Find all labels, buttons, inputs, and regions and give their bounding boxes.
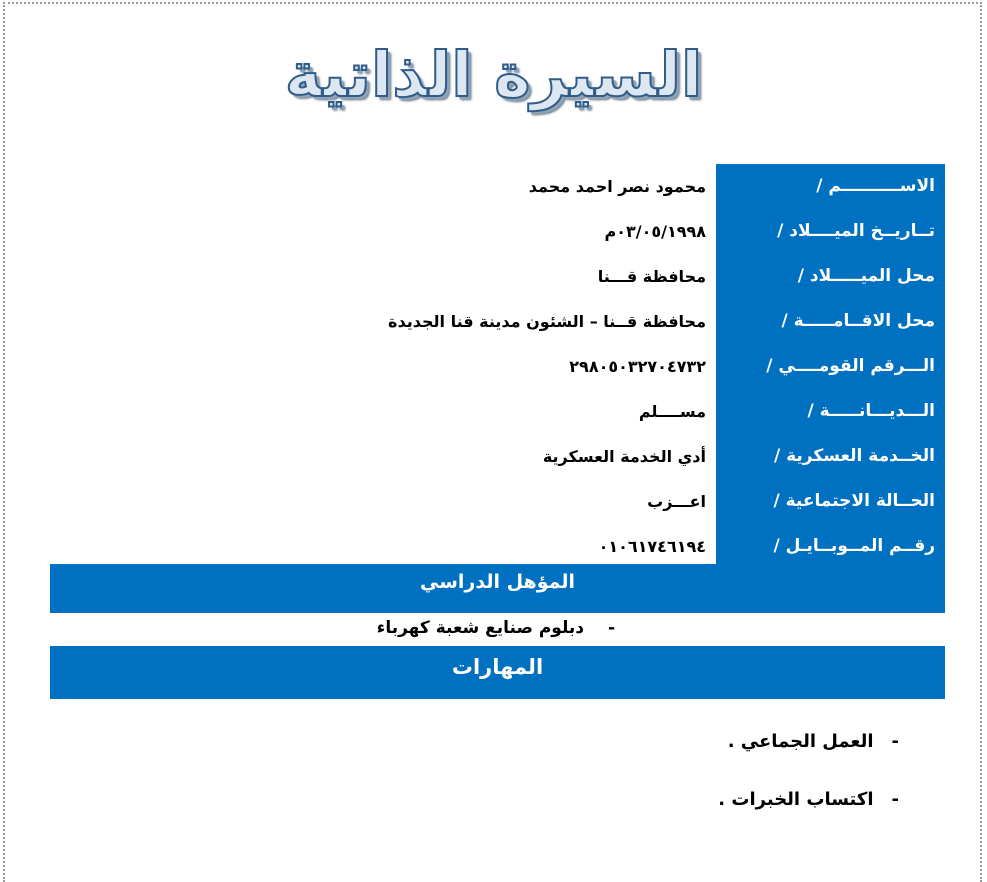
education-heading: المؤهل الدراسي bbox=[50, 564, 945, 613]
info-value: محافظة قـــنا bbox=[597, 267, 706, 286]
skill-item bbox=[718, 789, 899, 810]
info-value: محافظة قــنا – الشئون مدينة قنا الجديدة bbox=[388, 312, 706, 331]
info-label: الحــالة الاجتماعية / bbox=[716, 479, 945, 524]
education-item-text: دبلوم صنايع شعبة كهرباء bbox=[376, 618, 585, 638]
info-label: الـــرقم القومــــي / bbox=[716, 344, 945, 389]
personal-info-table bbox=[50, 164, 945, 564]
info-value: مســــلم bbox=[638, 402, 706, 421]
skills-heading: المهارات bbox=[50, 646, 945, 699]
info-label: تــاريــخ الميــــلاد / bbox=[716, 209, 945, 254]
info-label: رقــم المــوبــايـل / bbox=[716, 524, 945, 569]
info-row-religion bbox=[50, 389, 945, 434]
info-row-mobile bbox=[50, 524, 945, 569]
info-value: أدي الخدمة العسكرية bbox=[542, 447, 706, 466]
info-row-national-id bbox=[50, 344, 945, 389]
skill-item-text: اكتساب الخبرات . bbox=[718, 789, 874, 810]
info-value: ٠١٠٦١٧٤٦١٩٤ bbox=[598, 537, 706, 556]
info-label: محل الاقــامـــــة / bbox=[716, 299, 945, 344]
info-label: محل الميـــــلاد / bbox=[716, 254, 945, 299]
info-label: الـــديـــانـــــة / bbox=[716, 389, 945, 434]
info-value: اعـــزب bbox=[647, 492, 706, 511]
info-row-residence bbox=[50, 299, 945, 344]
info-value: ٢٩٨٠٥٠٣٢٧٠٤٧٣٢ bbox=[569, 357, 706, 376]
info-label: الخــدمة العسكرية / bbox=[716, 434, 945, 479]
skill-item-text: العمل الجماعي . bbox=[727, 731, 874, 752]
info-label: الاســــــــــم / bbox=[716, 164, 945, 209]
info-value: محمود نصر احمد محمد bbox=[528, 177, 706, 196]
education-item bbox=[377, 618, 615, 638]
info-row-military-service bbox=[50, 434, 945, 479]
skill-item bbox=[728, 731, 899, 752]
info-row-marital-status bbox=[50, 479, 945, 524]
info-row-birth-place bbox=[50, 254, 945, 299]
info-row-name bbox=[50, 164, 945, 209]
info-value: ٠٣/٠٥/١٩٩٨م bbox=[604, 222, 706, 241]
bullet-dash: - bbox=[607, 618, 615, 638]
info-row-birth-date bbox=[50, 209, 945, 254]
page-title: السيرة الذاتية bbox=[284, 38, 703, 111]
bullet-dash: - bbox=[891, 731, 899, 752]
bullet-dash: - bbox=[891, 789, 899, 810]
